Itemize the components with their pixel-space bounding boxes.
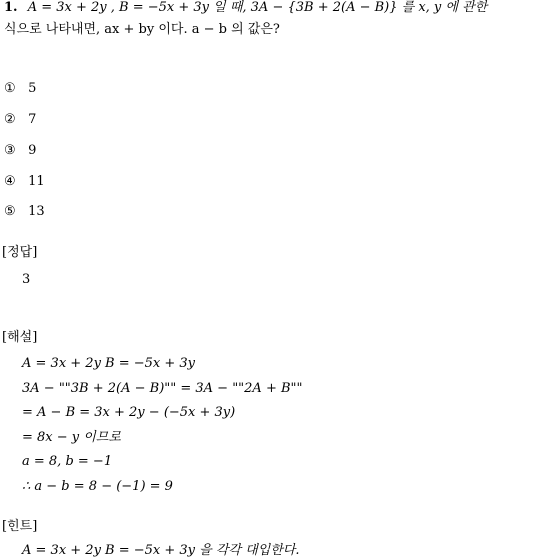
- option-mark: ③: [4, 143, 16, 158]
- option-mark: ①: [4, 81, 16, 96]
- explanation-line-1: A = 3x + 2y B = −5x + 3y: [22, 356, 196, 371]
- answer-value: 3: [22, 272, 31, 287]
- explanation-line-2: 3A − ""3B + 2(A − B)"" = 3A − ""2A + B"": [22, 381, 303, 396]
- option-value: 11: [28, 174, 45, 189]
- question-number: 1.: [4, 0, 18, 15]
- option-value: 5: [28, 81, 37, 96]
- explanation-line-5: a = 8, b = −1: [22, 454, 113, 469]
- option-mark: ④: [4, 174, 16, 189]
- option-mark: ⑤: [4, 204, 16, 219]
- option-4[interactable]: [4, 174, 45, 190]
- answer-label: [정답]: [2, 245, 38, 260]
- option-mark: ②: [4, 112, 16, 127]
- explanation-label: [해설]: [2, 330, 38, 345]
- hint-label: [힌트]: [2, 519, 38, 534]
- question-text-line-2: 식으로 나타내면, ax + by 이다. a − b 의 값은?: [4, 22, 280, 37]
- hint-text: A = 3x + 2y B = −5x + 3y 을 각각 대입한다.: [22, 543, 300, 558]
- explanation-line-3: = A − B = 3x + 2y − (−5x + 3y): [22, 405, 236, 420]
- question-line-2: [4, 22, 280, 38]
- question-line-1: [4, 0, 487, 16]
- option-1[interactable]: [4, 81, 36, 97]
- explanation-line-6: ∴ a − b = 8 − (−1) = 9: [22, 479, 173, 494]
- option-value: 7: [28, 112, 37, 127]
- option-value: 13: [28, 204, 45, 219]
- option-value: 9: [28, 143, 37, 158]
- option-5[interactable]: [4, 204, 45, 220]
- option-3[interactable]: [4, 143, 36, 159]
- question-text-line-1: A = 3x + 2y , B = −5x + 3y 일 때, 3A − {3B + 2(A − B)} 를 x, y 에 관한: [27, 0, 488, 15]
- explanation-line-4: = 8x − y 이므로: [22, 430, 121, 445]
- option-2[interactable]: [4, 112, 36, 128]
